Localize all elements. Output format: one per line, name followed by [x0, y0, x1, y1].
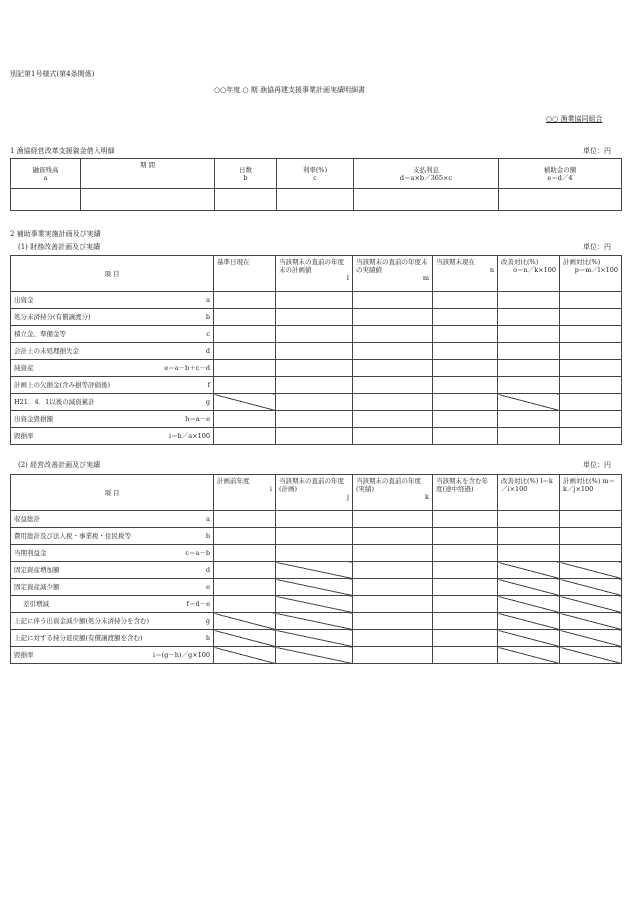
- sub2-unit: 単位：円: [583, 461, 611, 469]
- row-label: 会計上の未処理損失金 d: [11, 343, 214, 360]
- cell[interactable]: [433, 360, 498, 377]
- cell[interactable]: [560, 394, 622, 411]
- cell[interactable]: [560, 411, 622, 428]
- cell[interactable]: [353, 545, 433, 562]
- col-base-date: 基準日現在: [214, 256, 276, 292]
- cell[interactable]: [433, 545, 498, 562]
- col-days: 日数 b: [215, 159, 277, 189]
- cell[interactable]: [81, 189, 215, 211]
- cell[interactable]: [560, 360, 622, 377]
- cell[interactable]: [498, 377, 560, 394]
- cell[interactable]: [498, 511, 560, 528]
- cell[interactable]: [433, 613, 498, 630]
- cell[interactable]: [276, 360, 353, 377]
- cell[interactable]: [353, 326, 433, 343]
- cell[interactable]: [214, 596, 276, 613]
- row-label: 毀損率 i＝h／a×100: [11, 428, 214, 445]
- cell[interactable]: [433, 343, 498, 360]
- cell[interactable]: [353, 292, 433, 309]
- slashed-cell: [276, 630, 353, 647]
- slashed-cell: [276, 579, 353, 596]
- slashed-cell: [214, 630, 276, 647]
- row-label: 収益総計 a: [11, 511, 214, 528]
- cell[interactable]: [560, 343, 622, 360]
- slashed-cell: [560, 596, 622, 613]
- cell[interactable]: [498, 360, 560, 377]
- cell[interactable]: [353, 613, 433, 630]
- section1-title: 1 漁協経営改革支援資金借入明細: [10, 147, 115, 155]
- item-header: 項 目: [11, 256, 214, 292]
- slashed-cell: [498, 579, 560, 596]
- row-label: 計画上の欠損金(含み損等評価後) f: [11, 377, 214, 394]
- cell[interactable]: [560, 326, 622, 343]
- cell[interactable]: [214, 428, 276, 445]
- cell[interactable]: [214, 579, 276, 596]
- cell[interactable]: [11, 189, 81, 211]
- col-subsidy: 補助金の額 e＝d／4: [499, 159, 622, 189]
- table-row: [11, 528, 622, 545]
- cell[interactable]: [433, 428, 498, 445]
- slashed-cell: [498, 613, 560, 630]
- cell[interactable]: [215, 189, 277, 211]
- row-label: 費用総計及び法人税・事業税・住民税等 b: [11, 528, 214, 545]
- slashed-cell: [276, 613, 353, 630]
- row-label: 純資産 e＝a－b＋c－d: [11, 360, 214, 377]
- cell[interactable]: [353, 377, 433, 394]
- table-row: [11, 309, 622, 326]
- cell[interactable]: [433, 630, 498, 647]
- table-row: [11, 377, 622, 394]
- slashed-cell: [560, 647, 622, 664]
- cell[interactable]: [560, 545, 622, 562]
- cell[interactable]: [353, 343, 433, 360]
- table-row: [11, 511, 622, 528]
- cell[interactable]: [353, 579, 433, 596]
- form-id: 別記第1号様式(第4条関係): [10, 70, 95, 78]
- cell[interactable]: [433, 562, 498, 579]
- management-table: [10, 474, 622, 664]
- cell[interactable]: [353, 511, 433, 528]
- cell[interactable]: [498, 428, 560, 445]
- cell[interactable]: [560, 292, 622, 309]
- slashed-cell: [498, 562, 560, 579]
- cell[interactable]: [214, 309, 276, 326]
- cell[interactable]: [353, 428, 433, 445]
- document-title: ○○年度 ○ 期 漁協再建支援事業計画実績明細書: [214, 86, 365, 94]
- col-current: 当該期末現在 n: [433, 256, 498, 292]
- cell[interactable]: [276, 411, 353, 428]
- cell[interactable]: [433, 411, 498, 428]
- cell[interactable]: [214, 377, 276, 394]
- slashed-cell: [276, 596, 353, 613]
- cell[interactable]: [433, 394, 498, 411]
- cell[interactable]: [214, 562, 276, 579]
- row-label: 上記に対する持分返戻額(有償譲渡額を含む) h: [11, 630, 214, 647]
- col-actual-value: 当該期末の直前の年度末の実績値 m: [353, 256, 433, 292]
- row-label: 当期利益金 c＝a－b: [11, 545, 214, 562]
- table-row: [11, 326, 622, 343]
- cell[interactable]: [353, 360, 433, 377]
- table-row: [11, 630, 622, 647]
- table-row: [11, 343, 622, 360]
- slashed-cell: [560, 562, 622, 579]
- table-row: [11, 545, 622, 562]
- cell[interactable]: [433, 377, 498, 394]
- cell[interactable]: [499, 189, 622, 211]
- cell[interactable]: [353, 562, 433, 579]
- cell[interactable]: [560, 528, 622, 545]
- table-row: [11, 596, 622, 613]
- cell[interactable]: [433, 647, 498, 664]
- loan-table-header: [11, 159, 622, 189]
- cell[interactable]: [498, 545, 560, 562]
- loan-table-row: [11, 189, 622, 211]
- cell[interactable]: [560, 428, 622, 445]
- slashed-cell: [276, 562, 353, 579]
- table-row: [11, 562, 622, 579]
- cell[interactable]: [276, 326, 353, 343]
- cell[interactable]: [498, 343, 560, 360]
- organization-name: ○○ 漁業協同組合: [546, 115, 603, 123]
- cell[interactable]: [433, 326, 498, 343]
- col-interest-paid: 支払利息 d＝a×b／365×c: [354, 159, 499, 189]
- cell[interactable]: [214, 411, 276, 428]
- row-label: 固定資産減少額 e: [11, 579, 214, 596]
- cell[interactable]: [353, 309, 433, 326]
- row-label: 差引増減 f＝d－e: [11, 596, 214, 613]
- cell[interactable]: [276, 343, 353, 360]
- row-label: 出資金毀損額 h＝a－e: [11, 411, 214, 428]
- col-plan-ratio: 計画対比(%) m＝k／j×100: [560, 475, 622, 511]
- slashed-cell: [214, 613, 276, 630]
- cell[interactable]: [498, 528, 560, 545]
- financial-table-header: [11, 256, 622, 292]
- cell[interactable]: [560, 377, 622, 394]
- cell[interactable]: [276, 377, 353, 394]
- cell[interactable]: [276, 394, 353, 411]
- cell[interactable]: [353, 528, 433, 545]
- slashed-cell: [498, 630, 560, 647]
- slashed-cell: [560, 579, 622, 596]
- cell[interactable]: [433, 511, 498, 528]
- cell[interactable]: [214, 528, 276, 545]
- table-row: [11, 428, 622, 445]
- cell[interactable]: [433, 292, 498, 309]
- row-label: 処分未済持分(有償譲渡分) b: [11, 309, 214, 326]
- row-label: 積立金、準備金等 c: [11, 326, 214, 343]
- item-header: 項 目: [11, 475, 214, 511]
- cell[interactable]: [277, 189, 354, 211]
- section1-unit: 単位：円: [583, 147, 611, 155]
- cell[interactable]: [276, 309, 353, 326]
- slashed-cell: [560, 613, 622, 630]
- slashed-cell: [560, 630, 622, 647]
- row-label: 出資金 a: [11, 292, 214, 309]
- row-label: H21．4．1以後の減資累計 g: [11, 394, 214, 411]
- cell[interactable]: [214, 292, 276, 309]
- cell[interactable]: [353, 411, 433, 428]
- cell[interactable]: [214, 511, 276, 528]
- cell[interactable]: [498, 326, 560, 343]
- table-row: [11, 613, 622, 630]
- financial-table: [10, 255, 622, 445]
- table-row: [11, 360, 622, 377]
- cell[interactable]: [498, 292, 560, 309]
- table-row: [11, 647, 622, 664]
- cell[interactable]: [276, 511, 353, 528]
- slashed-cell: [276, 647, 353, 664]
- cell[interactable]: [433, 309, 498, 326]
- row-label: 上記に伴う出資金減少額(処分未済持分を含む) g: [11, 613, 214, 630]
- slashed-cell: [498, 596, 560, 613]
- col-year-plan: 当該期末の直前の年度(計画) j: [276, 475, 353, 511]
- cell[interactable]: [560, 309, 622, 326]
- cell[interactable]: [276, 292, 353, 309]
- row-label: 毀損率 i＝(g－h)／g×100: [11, 647, 214, 664]
- sub1-title: (1) 財務改善計画及び実績: [18, 243, 101, 251]
- table-row: [11, 411, 622, 428]
- cell[interactable]: [353, 596, 433, 613]
- col-improvement-ratio: 改善対比(%) l＝k／i×100: [498, 475, 560, 511]
- table-row: [11, 394, 622, 411]
- sub1-unit: 単位：円: [583, 243, 611, 251]
- cell[interactable]: [276, 545, 353, 562]
- slashed-cell: [214, 394, 276, 411]
- table-row: [11, 579, 622, 596]
- cell[interactable]: [433, 579, 498, 596]
- cell[interactable]: [433, 596, 498, 613]
- cell[interactable]: [214, 343, 276, 360]
- cell[interactable]: [498, 411, 560, 428]
- col-loan-balance: 融資残高 a: [11, 159, 81, 189]
- cell[interactable]: [214, 360, 276, 377]
- slashed-cell: [214, 647, 276, 664]
- cell[interactable]: [498, 309, 560, 326]
- cell[interactable]: [353, 630, 433, 647]
- loan-table: [10, 158, 622, 211]
- col-plan-value: 当該期末の直前の年度末の計画値 l: [276, 256, 353, 292]
- cell[interactable]: [433, 528, 498, 545]
- col-period: 期 間: [81, 159, 215, 189]
- table-row: [11, 292, 622, 309]
- col-plan-ratio: 計画対比(%) p＝m／l×100: [560, 256, 622, 292]
- cell[interactable]: [353, 394, 433, 411]
- col-prior-year: 計画前年度 i: [214, 475, 276, 511]
- slashed-cell: [498, 394, 560, 411]
- col-improvement-ratio: 改善対比(%) o＝n／k×100: [498, 256, 560, 292]
- cell[interactable]: [214, 326, 276, 343]
- cell[interactable]: [354, 189, 499, 211]
- sub2-title: (2) 経営改善計画及び実績: [18, 461, 101, 469]
- cell[interactable]: [276, 528, 353, 545]
- cell[interactable]: [353, 647, 433, 664]
- slashed-cell: [498, 647, 560, 664]
- col-interest-rate: 利率(%) c: [277, 159, 354, 189]
- cell[interactable]: [276, 428, 353, 445]
- cell[interactable]: [560, 511, 622, 528]
- cell[interactable]: [214, 545, 276, 562]
- section2-title: 2 補助事業実施計画及び実績: [10, 230, 101, 238]
- row-label: 固定資産増加額 d: [11, 562, 214, 579]
- col-year-interim: 当該期末を含む年度(途中経過): [433, 475, 498, 511]
- management-table-header: [11, 475, 622, 511]
- col-year-actual: 当該期末の直前の年度(実績) k: [353, 475, 433, 511]
